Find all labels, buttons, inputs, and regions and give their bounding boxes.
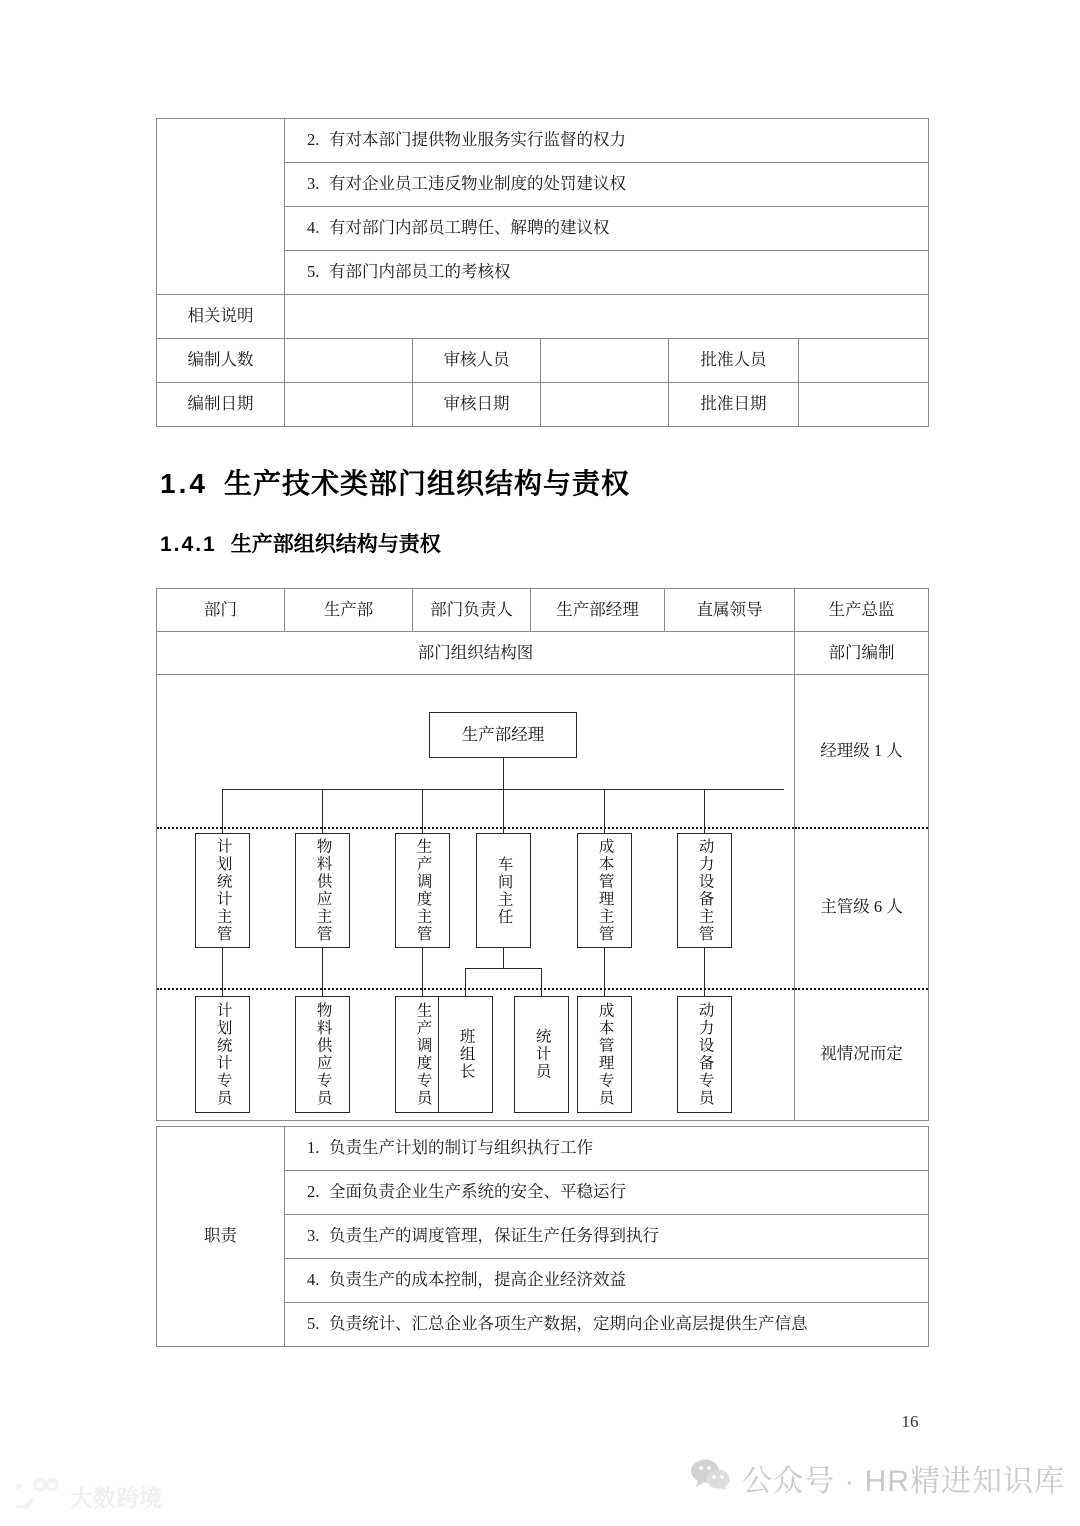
- staffing-band-manager: 经理级 1 人: [820, 740, 903, 760]
- item-text: 负责生产计划的制订与组织执行工作: [329, 1138, 593, 1158]
- org-chart-cell: [157, 675, 795, 1121]
- reviewer-value: [541, 339, 669, 383]
- dept-value: 生产部: [285, 589, 413, 632]
- item-number: 2.: [307, 130, 320, 150]
- divider-supervisor-staff: [157, 988, 794, 990]
- brand-watermark-text: 大数跨境: [70, 1484, 162, 1511]
- item-number: 4.: [307, 1270, 320, 1290]
- chart-title: 部门组织结构图: [157, 632, 795, 675]
- org-node-staff-6: 成本管理专员: [577, 996, 632, 1113]
- table-row: [157, 632, 929, 675]
- org-node-supervisor-5: 成本管理主管: [577, 833, 632, 948]
- superior-value: 生产总监: [795, 589, 929, 632]
- brand-watermark: [16, 1478, 162, 1514]
- remarks-value: [285, 295, 929, 339]
- staffing-canvas: [795, 675, 928, 1120]
- staff-count-value: [285, 339, 413, 383]
- wechat-icon: [690, 1458, 730, 1498]
- table-row: [157, 295, 929, 339]
- subsection-title: 生产部组织结构与责权: [230, 533, 441, 556]
- item-text: 有对部门内部员工聘任、解聘的建议权: [329, 218, 610, 238]
- staffing-band-staff: 视情况而定: [820, 1043, 903, 1063]
- duty-item: [285, 1303, 929, 1347]
- review-date-label: 审核日期: [413, 383, 541, 427]
- connector-workshop-bus: [465, 968, 541, 969]
- authority-table: [156, 118, 929, 427]
- org-node-staff-7: 动力设备专员: [677, 996, 732, 1113]
- staffing-band-supervisor: 主管级 6 人: [820, 897, 903, 917]
- org-node-staff-1: 计划统计专员: [195, 996, 250, 1113]
- prepare-date-value: [285, 383, 413, 427]
- authority-label-cell: [157, 119, 285, 295]
- org-structure-table: [156, 588, 929, 1121]
- org-node-root: 生产部经理: [429, 712, 577, 758]
- staffing-title: 部门编制: [795, 632, 929, 675]
- item-text: 有对企业员工违反物业制度的处罚建议权: [329, 174, 626, 194]
- wechat-watermark: [690, 1456, 1065, 1500]
- duty-item: [285, 1215, 929, 1259]
- org-node-supervisor-4: 车间主任: [476, 833, 531, 948]
- section-number: 1.4: [160, 468, 208, 499]
- connector-workshop-trunk: [503, 948, 504, 968]
- table-row: [157, 589, 929, 632]
- authority-item: [285, 207, 929, 251]
- org-chart: [157, 675, 794, 1120]
- connector-drop-workshop-a: [465, 968, 466, 996]
- staffing-cell: [795, 675, 929, 1121]
- item-number: 4.: [307, 218, 320, 238]
- org-node-supervisor-1: 计划统计主管: [195, 833, 250, 948]
- item-number: 5.: [307, 1314, 320, 1334]
- connector-drop-workshop-b: [541, 968, 542, 996]
- org-node-staff-2: 物料供应专员: [295, 996, 350, 1113]
- table-row: [157, 339, 929, 383]
- item-text: 负责生产的成本控制，提高企业经济效益: [329, 1270, 626, 1290]
- dept-label: 部门: [157, 589, 285, 632]
- head-label: 部门负责人: [413, 589, 531, 632]
- authority-item: [285, 163, 929, 207]
- approve-date-label: 批准日期: [669, 383, 799, 427]
- subsection-heading: [160, 528, 441, 558]
- remarks-label: 相关说明: [157, 295, 285, 339]
- subsection-number: 1.4.1: [160, 533, 217, 556]
- section-title: 生产技术类部门组织结构与责权: [223, 468, 630, 499]
- item-text: 负责统计、汇总企业各项生产数据，定期向企业高层提供生产信息: [329, 1314, 808, 1334]
- org-node-supervisor-6: 动力设备主管: [677, 833, 732, 948]
- approver-label: 批准人员: [669, 339, 799, 383]
- prepare-date-label: 编制日期: [157, 383, 285, 427]
- org-node-staff-3: 生产调度专员: [395, 996, 450, 1113]
- org-node-staff-5: 统计员: [514, 996, 569, 1113]
- head-value: 生产部经理: [531, 589, 665, 632]
- table-row: [157, 119, 929, 163]
- review-date-value: [541, 383, 669, 427]
- section-heading: [160, 462, 630, 502]
- divider-manager-supervisor: [157, 827, 794, 829]
- table-row: [157, 675, 929, 1121]
- page-number: 16: [901, 1412, 919, 1431]
- duties-table: [156, 1126, 929, 1347]
- reviewer-label: 审核人员: [413, 339, 541, 383]
- duty-item: [285, 1127, 929, 1171]
- approver-value: [799, 339, 929, 383]
- duty-item: [285, 1259, 929, 1303]
- table-row: [157, 1127, 929, 1171]
- item-number: 5.: [307, 262, 320, 282]
- duty-item: [285, 1171, 929, 1215]
- wechat-watermark-text: 公众号 · HR精进知识库: [742, 1465, 1065, 1498]
- item-text: 全面负责企业生产系统的安全、平稳运行: [329, 1182, 626, 1202]
- org-node-supervisor-2: 物料供应主管: [295, 833, 350, 948]
- brand-logo-icon: [16, 1478, 62, 1514]
- approve-date-value: [799, 383, 929, 427]
- item-text: 负责生产的调度管理，保证生产任务得到执行: [329, 1226, 659, 1246]
- item-text: 有对本部门提供物业服务实行监督的权力: [329, 130, 626, 150]
- item-text: 有部门内部员工的考核权: [329, 262, 511, 282]
- superior-label: 直属领导: [665, 589, 795, 632]
- authority-item: [285, 251, 929, 295]
- item-number: 3.: [307, 174, 320, 194]
- item-number: 1.: [307, 1138, 320, 1158]
- authority-item: [285, 119, 929, 163]
- item-number: 2.: [307, 1182, 320, 1202]
- table-row: [157, 383, 929, 427]
- org-node-staff-4: 班组长: [438, 996, 493, 1113]
- org-node-supervisor-3: 生产调度主管: [395, 833, 450, 948]
- item-number: 3.: [307, 1226, 320, 1246]
- duties-label: 职责: [157, 1127, 285, 1347]
- staff-count-label: 编制人数: [157, 339, 285, 383]
